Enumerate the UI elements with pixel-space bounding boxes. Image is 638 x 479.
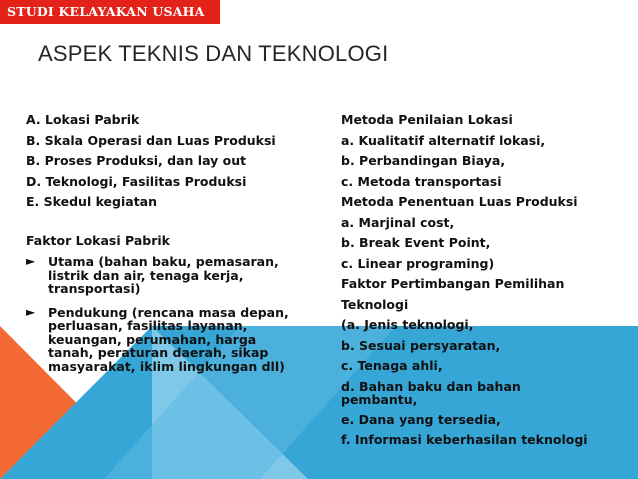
method-line: Metoda Penilaian Lokasi [341,112,513,127]
course-tag: STUDI KELAYAKAN USAHA [0,0,220,24]
method-line: c. Metoda transportasi [341,173,502,189]
bullet-item [26,255,326,296]
aspect-item: B. Proses Produksi, dan lay out [26,153,247,168]
factor-heading: Faktor Lokasi Pabrik [26,232,170,248]
method-line: b. Perbandingan Biaya, [341,153,506,168]
method-line: c. Tenaga ahli, [341,358,443,373]
method-line: a. Marjinal cost, [341,214,455,230]
method-line: Metoda Penentuan Luas Produksi [341,194,578,209]
aspect-item: E. Skedul kegiatan [26,194,158,209]
spacer [26,213,326,231]
method-line: (a. Jenis teknologi, [341,317,474,332]
aspect-item: B. Skala Operasi dan Luas Produksi [26,132,276,148]
method-line: c. Linear programing) [341,255,495,271]
method-line: e. Dana yang tersedia, [341,411,501,427]
method-line: f. Informasi keberhasilan teknologi [341,432,588,447]
aspect-item: A. Lokasi Pabrik [26,112,140,127]
bullet-text: Pendukung (rencana masa depan, perluasan, fasilitas layanan, keuangan, perumahan, harga tanah, peraturan daerah, sikap masyarakat, iklim lingkungan dll) [48,304,289,374]
method-line: Faktor Pertimbangan Pemilihan [341,276,565,291]
triangle-bullet-icon: ► [26,254,36,268]
bullet-item [26,306,326,374]
bullet-text: Utama (bahan baku, pemasaran, listrik dan air, tenaga kerja, transportasi) [48,254,279,296]
method-line-wrapped: d. Bahan baku dan bahan pembantu, [341,378,521,407]
aspect-item: D. Teknologi, Fasilitas Produksi [26,173,247,189]
left-column [26,110,326,373]
right-column [341,110,633,451]
method-line: b. Sesuai persyaratan, [341,337,501,353]
triangle-bullet-icon: ► [26,304,36,319]
method-line: b. Break Event Point, [341,235,491,250]
method-line: Teknologi [341,296,409,312]
slide-title: ASPEK TEKNIS DAN TEKNOLOGI [38,41,389,66]
method-line: a. Kualitatif alternatif lokasi, [341,132,546,148]
